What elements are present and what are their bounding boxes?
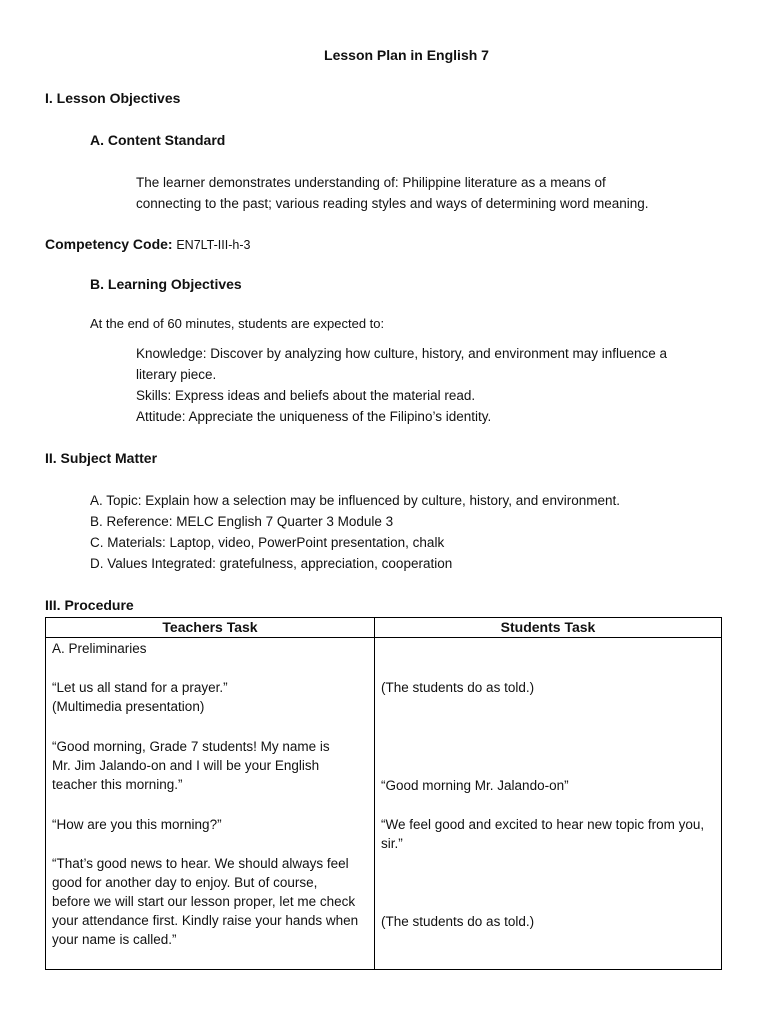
students-task-header: Students Task <box>500 619 596 635</box>
teacher-line: your name is called.” <box>52 932 177 947</box>
subject-matter-item: B. Reference: MELC English 7 Quarter 3 Module 3 <box>90 514 394 529</box>
objective-line: Skills: Express ideas and beliefs about the material read. <box>136 388 476 403</box>
content-standard-line: The learner demonstrates understanding of: Philippine literature as a means of <box>136 175 606 190</box>
objective-line: literary piece. <box>136 367 217 382</box>
subject-matter-heading: II. Subject Matter <box>45 450 158 466</box>
teacher-line: “Good morning, Grade 7 students! My name is <box>52 739 330 754</box>
student-line: “We feel good and excited to hear new topic from you, <box>381 817 705 832</box>
subject-matter-item: D. Values Integrated: gratefulness, appreciation, cooperation <box>90 556 453 571</box>
teacher-line: Mr. Jim Jalando-on and I will be your English <box>52 758 320 773</box>
preliminaries-label: A. Preliminaries <box>52 641 147 656</box>
table-header-divider <box>46 637 721 638</box>
subject-matter-list <box>90 490 620 574</box>
teacher-greeting <box>52 737 330 794</box>
learning-objectives-heading: B. Learning Objectives <box>90 276 242 292</box>
teacher-line: “Let us all stand for a prayer.” <box>52 680 228 695</box>
subject-matter-item: C. Materials: Laptop, video, PowerPoint presentation, chalk <box>90 535 445 550</box>
student-line: sir.” <box>381 836 403 851</box>
document-title: Lesson Plan in English 7 <box>324 47 489 63</box>
teacher-line: before we will start our lesson proper, let me check <box>52 894 356 909</box>
objective-line: Attitude: Appreciate the uniqueness of the Filipino’s identity. <box>136 409 492 424</box>
objective-line: Knowledge: Discover by analyzing how culture, history, and environment may influence a <box>136 346 668 361</box>
lesson-objectives-heading: I. Lesson Objectives <box>45 90 181 106</box>
competency-code-label: Competency Code: <box>45 236 173 252</box>
teacher-attendance <box>52 854 358 949</box>
subject-matter-item: A. Topic: Explain how a selection may be influenced by culture, history, and environment. <box>90 493 621 508</box>
student-response-greeting: “Good morning Mr. Jalando-on” <box>381 778 569 793</box>
learning-objectives-list <box>136 343 667 427</box>
table-column-divider <box>374 618 375 969</box>
teachers-task-header: Teachers Task <box>162 619 258 635</box>
student-response-told: (The students do as told.) <box>381 680 535 695</box>
learning-objectives-intro: At the end of 60 minutes, students are expected to: <box>90 316 385 331</box>
teacher-how-are-you: “How are you this morning?” <box>52 817 222 832</box>
teacher-line: your attendance first. Kindly raise your hands when <box>52 913 359 928</box>
student-response-feel <box>381 815 704 853</box>
teacher-line: (Multimedia presentation) <box>52 699 205 714</box>
teacher-line: teacher this morning.” <box>52 777 183 792</box>
teacher-line: “That’s good news to hear. We should always feel <box>52 856 349 871</box>
competency-code <box>45 236 250 252</box>
student-response-attendance: (The students do as told.) <box>381 914 535 929</box>
teacher-line: good for another day to enjoy. But of course, <box>52 875 318 890</box>
content-standard-heading: A. Content Standard <box>90 132 226 148</box>
content-standard-line: connecting to the past; various reading styles and ways of determining word meaning. <box>136 196 649 211</box>
content-standard-text <box>136 172 649 214</box>
procedure-heading: III. Procedure <box>45 597 134 613</box>
teacher-prayer <box>52 678 228 716</box>
procedure-table <box>45 617 722 970</box>
competency-code-value: EN7LT-III-h-3 <box>176 238 251 252</box>
